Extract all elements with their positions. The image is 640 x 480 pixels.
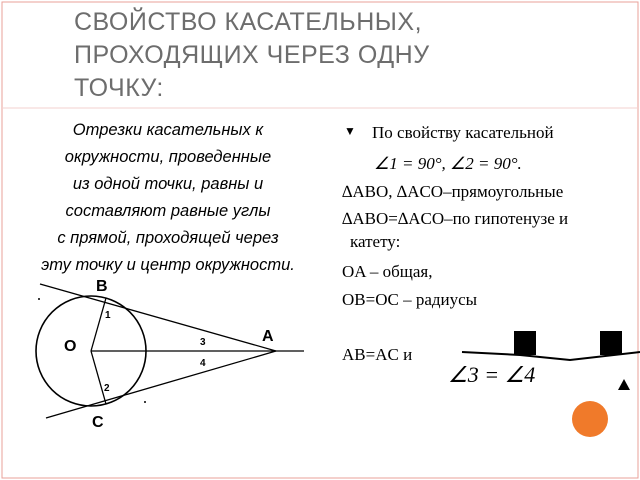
- label-angle-2: 2: [104, 383, 110, 394]
- proof-line-3: ∆ABO, ∆ACO–прямоугольные: [342, 182, 564, 201]
- orange-dot: [572, 401, 608, 437]
- proof-line-2: ∠1 = 90°, ∠2 = 90°.: [374, 154, 522, 173]
- conclusion-formula: ∠3 = ∠4: [448, 362, 536, 387]
- proof-line-6: OA – общая,: [342, 262, 433, 281]
- label-point-o: O: [64, 338, 77, 355]
- label-angle-1: 1: [105, 310, 111, 321]
- label-angle-4: 4: [200, 358, 206, 369]
- proof-line-4: ∆ABO=∆ACO–по гипотенузе и: [342, 209, 569, 228]
- statement-line-2: окружности, проведенные: [64, 148, 272, 166]
- label-point-c: C: [92, 414, 104, 431]
- statement-line-3: из одной точки, равны и: [72, 175, 264, 193]
- statement-line-4: составляют равные углы: [65, 202, 271, 220]
- proof-line-7: OB=OC – радиусы: [342, 290, 478, 309]
- label-angle-3: 3: [200, 337, 206, 348]
- arrow-up-icon: [618, 379, 630, 390]
- proof-line-1: По свойству касательной: [372, 123, 554, 142]
- statement-line-6: эту точку и центр окружности.: [41, 256, 295, 274]
- label-point-a: A: [262, 328, 274, 345]
- statement-line-5: с прямой, проходящей через: [57, 229, 279, 247]
- decorative-square: [600, 331, 622, 355]
- title-line-1: СВОЙСТВО КАСАТЕЛЬНЫХ,: [74, 8, 423, 36]
- label-point-b: B: [96, 278, 108, 295]
- bullet-triangle-icon: ▼: [344, 124, 356, 138]
- proof-line-8: AB=AC и: [342, 345, 413, 364]
- proof-line-5: катету:: [350, 232, 401, 251]
- statement-line-1: Отрезки касательных к: [72, 121, 264, 139]
- title-line-3: ТОЧКУ:: [74, 74, 164, 102]
- decorative-square: [514, 331, 536, 355]
- title-line-2: ПРОХОДЯЩИХ ЧЕРЕЗ ОДНУ: [74, 41, 430, 69]
